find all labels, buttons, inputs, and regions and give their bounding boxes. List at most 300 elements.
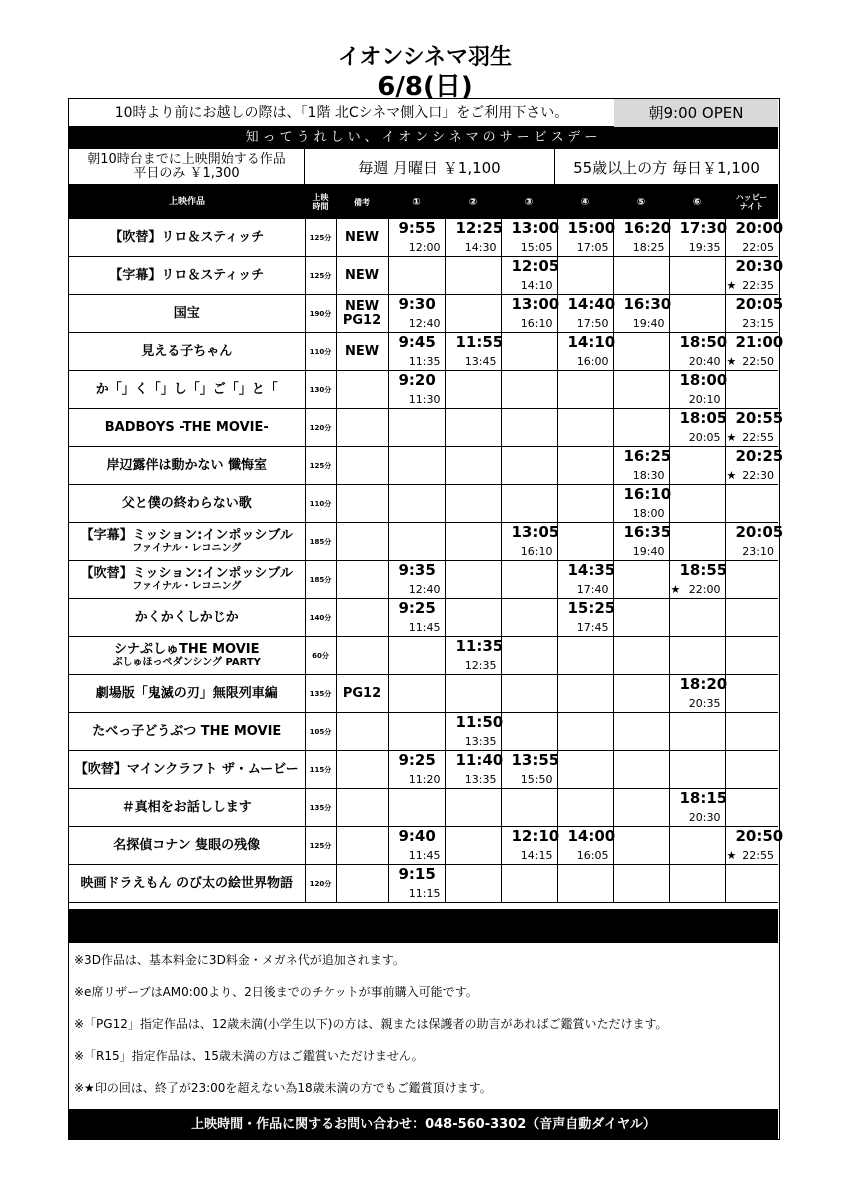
- movie-title-cell: [69, 561, 305, 599]
- showtime-end: 11:35: [408, 355, 441, 368]
- empty-cell: [613, 789, 669, 827]
- runtime: 125分: [309, 233, 332, 242]
- showtime-start: 11:40: [455, 751, 504, 769]
- entrance-notice: [69, 99, 778, 127]
- empty-cell: [388, 409, 445, 447]
- showtime-end: 15:05: [520, 241, 553, 254]
- movie-title: BADBOYS -THE MOVIE-: [104, 420, 269, 435]
- empty-cell: [725, 371, 778, 409]
- empty-cell: [557, 485, 613, 523]
- empty-cell: [501, 599, 557, 637]
- runtime-cell: [305, 219, 336, 257]
- header-happy-1: ハッピー: [735, 193, 768, 202]
- remark-cell: [336, 447, 388, 485]
- header-screen-4: ④: [580, 196, 590, 208]
- movie-title-cell: [69, 371, 305, 409]
- empty-cell: [557, 257, 613, 295]
- showtime-cell[interactable]: [445, 219, 504, 257]
- showtime-start: 9:40: [398, 827, 436, 845]
- movie-title: 父と僕の終わらない歌: [121, 496, 252, 511]
- movie-row: [69, 713, 778, 751]
- showtime-cell[interactable]: [388, 295, 445, 333]
- movie-title: ＃真相をお話しします: [121, 800, 252, 815]
- showtime-start: 16:10: [623, 485, 672, 503]
- movie-title: 名探偵コナン 隻眼の残像: [113, 838, 261, 853]
- showtime-end: 22:00: [688, 583, 721, 596]
- empty-cell: [501, 447, 557, 485]
- showtime-cell[interactable]: [613, 447, 672, 485]
- movie-row: [69, 637, 778, 675]
- runtime: 190分: [309, 309, 332, 318]
- showtime-cell[interactable]: [669, 789, 728, 827]
- movie-row: [69, 257, 778, 295]
- movie-row: [69, 447, 778, 485]
- showtime-end: 14:10: [520, 279, 553, 292]
- movie-title-cell: [69, 789, 305, 827]
- showtime-end: 17:05: [576, 241, 609, 254]
- showtime-cell[interactable]: [388, 219, 445, 257]
- empty-cell: [445, 409, 501, 447]
- showtime-start: 13:00: [511, 219, 560, 237]
- showtime-cell[interactable]: [669, 371, 728, 409]
- movie-title-cell: [69, 295, 305, 333]
- showtime-start: 16:35: [623, 523, 672, 541]
- remark-label: PG12: [342, 312, 382, 328]
- showtime-start: 18:55: [679, 561, 728, 579]
- movie-title-cell: [69, 751, 305, 789]
- showtime-start: 9:30: [398, 295, 436, 313]
- open-time-badge: 朝9:00 OPEN: [614, 99, 778, 127]
- showtime-end: 16:05: [576, 849, 609, 862]
- movie-title-cell: [69, 675, 305, 713]
- showtime-cell[interactable]: [613, 219, 672, 257]
- note-line: ※3D作品は、基本料金に3D料金・メガネ代が追加されます。: [74, 953, 405, 967]
- header-length-1: 上映: [312, 193, 329, 202]
- runtime: 125分: [309, 271, 332, 280]
- empty-cell: [725, 865, 778, 903]
- cinema-name: イオンシネマ羽生: [337, 45, 513, 70]
- movie-title-cell: [69, 219, 305, 257]
- empty-cell: [501, 637, 557, 675]
- runtime-cell: [305, 827, 336, 865]
- showtime-cell[interactable]: [388, 561, 445, 599]
- movie-title-cell: [69, 865, 305, 903]
- runtime-cell: [305, 485, 336, 523]
- runtime-cell: [305, 523, 336, 561]
- empty-cell: [613, 409, 669, 447]
- showtime-end: 11:45: [408, 849, 441, 862]
- empty-cell: [669, 447, 725, 485]
- showtime-start: 9:25: [398, 599, 436, 617]
- empty-cell: [725, 561, 778, 599]
- runtime: 135分: [309, 803, 332, 812]
- showtime-cell[interactable]: [557, 599, 616, 637]
- runtime: 125分: [309, 461, 332, 470]
- showtime-cell[interactable]: [557, 295, 616, 333]
- showtime-start: 20:05: [735, 295, 784, 313]
- runtime-cell: [305, 561, 336, 599]
- price-row: [69, 149, 778, 185]
- showtime-cell[interactable]: [725, 447, 784, 485]
- showtime-end: 19:40: [632, 317, 665, 330]
- showtime-cell[interactable]: [388, 827, 445, 865]
- morning-price-line1: 朝10時台までに上映開始する作品: [87, 152, 286, 167]
- movie-title: 劇場版「鬼滅の刃」無限列車編: [95, 686, 278, 701]
- showtime-start: 20:05: [735, 523, 784, 541]
- movie-subtitle: ファイナル・レコニング: [132, 581, 242, 592]
- showtime-cell[interactable]: [669, 675, 728, 713]
- morning-price-line2: 平日のみ ￥1,300: [133, 166, 240, 181]
- empty-cell: [557, 409, 613, 447]
- movie-title-cell: [69, 827, 305, 865]
- empty-cell: [501, 333, 557, 371]
- showtime-start: 12:25: [455, 219, 504, 237]
- showtime-cell[interactable]: [613, 295, 672, 333]
- showtime-start: 18:50: [679, 333, 728, 351]
- monday-price: 毎週 月曜日 ￥1,100: [305, 149, 555, 185]
- showtime-start: 20:50: [735, 827, 784, 845]
- showtime-cell[interactable]: [725, 219, 784, 257]
- showtime-start: 17:30: [679, 219, 728, 237]
- empty-cell: [445, 827, 501, 865]
- empty-cell: [501, 713, 557, 751]
- showtime-cell[interactable]: [388, 333, 445, 371]
- note-line: ※「R15」指定作品は、15歳未満の方はご鑑賞いただけません。: [74, 1049, 424, 1063]
- empty-cell: [501, 409, 557, 447]
- header-screen-6: ⑥: [692, 196, 702, 208]
- movie-row: [69, 333, 778, 371]
- showtime-start: 16:30: [623, 295, 672, 313]
- empty-cell: [725, 675, 778, 713]
- empty-cell: [388, 789, 445, 827]
- runtime-cell: [305, 371, 336, 409]
- empty-cell: [557, 751, 613, 789]
- empty-cell: [557, 637, 613, 675]
- showtime-cell[interactable]: [725, 257, 784, 295]
- showtime-start: 20:30: [735, 257, 784, 275]
- empty-cell: [445, 789, 501, 827]
- empty-cell: [613, 333, 669, 371]
- runtime: 185分: [309, 537, 332, 546]
- note-line: ※「PG12」指定作品は、12歳未満(小学生以下)の方は、親または保護者の助言があればご鑑賞いただけます。: [74, 1017, 668, 1031]
- movie-row: [69, 523, 778, 561]
- showtime-cell[interactable]: [557, 827, 616, 865]
- movie-title: かくかくしかじか: [134, 610, 239, 625]
- remark-cell: [336, 637, 388, 675]
- showtime-cell[interactable]: [501, 257, 560, 295]
- showtime-end: 18:25: [632, 241, 665, 254]
- showtime-end: 19:35: [688, 241, 721, 254]
- empty-cell: [501, 561, 557, 599]
- remark-cell: [336, 333, 388, 371]
- runtime-cell: [305, 713, 336, 751]
- showtime-end: 12:35: [464, 659, 497, 672]
- movie-title: シナぷしゅTHE MOVIE: [113, 642, 260, 657]
- empty-cell: [725, 789, 778, 827]
- empty-cell: [445, 295, 501, 333]
- inquiry-footer: 上映時間・作品に関するお問い合わせ：048-560-3302（音声自動ダイヤル）: [69, 1109, 778, 1140]
- showtime-cell[interactable]: [669, 219, 728, 257]
- movie-title: か「」く「」し「」ご「」と「: [95, 382, 278, 397]
- remark-cell: [336, 371, 388, 409]
- empty-cell: [613, 827, 669, 865]
- showtime-cell[interactable]: [613, 485, 672, 523]
- empty-cell: [669, 523, 725, 561]
- remark-label: NEW: [344, 267, 380, 283]
- empty-cell: [613, 257, 669, 295]
- movie-title-cell: [69, 257, 305, 295]
- remark-cell: [336, 561, 388, 599]
- showtime-start: 9:25: [398, 751, 436, 769]
- empty-cell: [669, 485, 725, 523]
- empty-cell: [445, 257, 501, 295]
- showtime-end: 17:50: [576, 317, 609, 330]
- empty-cell: [613, 637, 669, 675]
- empty-cell: [557, 713, 613, 751]
- empty-cell: [557, 789, 613, 827]
- schedule-table: [69, 219, 784, 903]
- movie-title: 【吹替】ミッション:インポッシブル: [80, 566, 293, 581]
- empty-cell: [557, 371, 613, 409]
- showtime-end: 11:20: [408, 773, 441, 786]
- empty-cell: [613, 675, 669, 713]
- runtime: 110分: [309, 499, 332, 508]
- showtime-cell[interactable]: [445, 713, 504, 751]
- runtime: 140分: [309, 613, 332, 622]
- showtime-end: 22:05: [742, 241, 774, 254]
- showtime-end: 20:30: [688, 811, 721, 824]
- remark-cell: [336, 751, 388, 789]
- showtime-start: 21:00: [735, 333, 784, 351]
- showtime-start: 13:00: [511, 295, 560, 313]
- remark-label: NEW: [344, 298, 380, 314]
- empty-cell: [501, 789, 557, 827]
- runtime: 125分: [309, 841, 332, 850]
- header-note: 備考: [354, 197, 370, 207]
- empty-cell: [388, 675, 445, 713]
- star-icon: ★: [726, 849, 737, 862]
- empty-cell: [613, 865, 669, 903]
- showtime-start: 13:55: [511, 751, 560, 769]
- showtime-start: 11:35: [455, 637, 504, 655]
- star-icon: ★: [726, 469, 737, 482]
- empty-cell: [557, 675, 613, 713]
- showtime-end: 20:10: [688, 393, 721, 406]
- runtime-cell: [305, 333, 336, 371]
- header-title: 上映作品: [168, 196, 205, 207]
- empty-cell: [388, 485, 445, 523]
- runtime: 120分: [309, 423, 332, 432]
- showtime-cell[interactable]: [501, 523, 560, 561]
- movie-row: [69, 409, 778, 447]
- showtime-end: 12:40: [408, 583, 441, 596]
- header-screen-1: ①: [412, 196, 421, 208]
- showtime-start: 16:25: [623, 447, 672, 465]
- showtime-cell[interactable]: [501, 827, 560, 865]
- header-length-2: 時間: [312, 202, 329, 211]
- showtime-end: 12:00: [408, 241, 441, 254]
- showtime-cell[interactable]: [445, 751, 504, 789]
- showtime-end: 18:30: [632, 469, 665, 482]
- showtime-end: 14:30: [464, 241, 497, 254]
- remark-label: PG12: [342, 685, 382, 701]
- showtime-cell[interactable]: [725, 409, 784, 447]
- morning-price: [69, 149, 305, 185]
- runtime-cell: [305, 295, 336, 333]
- showtime-cell[interactable]: [388, 371, 445, 409]
- showtime-cell[interactable]: [725, 333, 784, 371]
- showtime-end: 14:15: [520, 849, 553, 862]
- showtime-start: 20:55: [735, 409, 784, 427]
- empty-cell: [388, 523, 445, 561]
- runtime-cell: [305, 257, 336, 295]
- note-line: ※e席リザーブはAM0:00より、2日後までのチケットが事前購入可能です。: [74, 985, 478, 999]
- empty-cell: [501, 371, 557, 409]
- empty-cell: [669, 295, 725, 333]
- empty-cell: [725, 751, 778, 789]
- star-icon: ★: [670, 583, 681, 596]
- empty-cell: [613, 751, 669, 789]
- movie-title: 【吹替】マインクラフト ザ・ムービー: [74, 762, 299, 777]
- showtime-start: 11:55: [455, 333, 504, 351]
- empty-cell: [725, 637, 778, 675]
- empty-cell: [669, 257, 725, 295]
- showtime-cell[interactable]: [613, 523, 672, 561]
- showtime-start: 15:00: [567, 219, 616, 237]
- movie-subtitle: ファイナル・レコニング: [132, 543, 242, 554]
- showtime-cell[interactable]: [669, 333, 728, 371]
- showtime-end: 15:50: [520, 773, 553, 786]
- movie-title: 【字幕】ミッション:インポッシブル: [80, 528, 293, 543]
- movie-row: [69, 865, 778, 903]
- showtime-start: 14:10: [567, 333, 616, 351]
- runtime-cell: [305, 865, 336, 903]
- empty-cell: [445, 865, 501, 903]
- star-icon: ★: [726, 279, 737, 292]
- entrance-notice-text: 10時より前にお越しの際は、「1階 北Cシネマ側入口」をご利用下さい。: [69, 99, 615, 127]
- showtime-cell[interactable]: [557, 219, 616, 257]
- header-length: [305, 185, 336, 219]
- showtime-start: 9:45: [398, 333, 436, 351]
- movie-title: 国宝: [173, 306, 200, 321]
- showtime-start: 20:25: [735, 447, 784, 465]
- empty-cell: [388, 257, 445, 295]
- remark-cell: [336, 789, 388, 827]
- runtime: 185分: [309, 575, 332, 584]
- runtime: 60分: [312, 651, 329, 660]
- empty-cell: [501, 865, 557, 903]
- empty-cell: [725, 485, 778, 523]
- showtime-cell[interactable]: [725, 827, 784, 865]
- movie-row: [69, 371, 778, 409]
- showtime-end: 22:55: [742, 431, 774, 444]
- header-happy-night: [725, 185, 778, 219]
- runtime: 110分: [309, 347, 332, 356]
- showtime-cell[interactable]: [501, 219, 560, 257]
- movie-row: [69, 751, 778, 789]
- showtime-end: 18:00: [632, 507, 665, 520]
- empty-cell: [388, 637, 445, 675]
- empty-cell: [388, 447, 445, 485]
- service-day-banner: 知ってうれしい、イオンシネマのサービスデー: [69, 127, 778, 149]
- showtime-end: 11:15: [408, 887, 441, 900]
- movie-title-cell: [69, 485, 305, 523]
- showtime-cell[interactable]: [725, 523, 784, 561]
- header-screen-2: ②: [468, 196, 478, 208]
- movie-title-cell: [69, 713, 305, 751]
- star-icon: ★: [726, 431, 737, 444]
- remark-cell: [336, 675, 388, 713]
- movie-row: [69, 827, 778, 865]
- showtime-cell[interactable]: [725, 295, 784, 333]
- showtime-start: 11:50: [455, 713, 504, 731]
- empty-cell: [669, 637, 725, 675]
- showtime-end: 22:35: [742, 279, 774, 292]
- movie-row: [69, 219, 778, 257]
- spacer-bar: [69, 909, 778, 943]
- showtime-end: 19:40: [632, 545, 665, 558]
- remark-cell: [336, 599, 388, 637]
- showtime-end: 22:30: [742, 469, 774, 482]
- movie-title: 【吹替】リロ＆スティッチ: [109, 230, 265, 245]
- showtime-cell[interactable]: [557, 561, 616, 599]
- showtime-cell[interactable]: [388, 599, 445, 637]
- remark-cell: [336, 409, 388, 447]
- showtime-end: 17:40: [576, 583, 609, 596]
- showtime-cell[interactable]: [669, 561, 728, 599]
- showtime-start: 18:00: [679, 371, 728, 389]
- showtime-start: 9:15: [398, 865, 436, 883]
- empty-cell: [613, 561, 669, 599]
- showtime-end: 13:35: [464, 735, 497, 748]
- showtime-cell[interactable]: [388, 865, 445, 903]
- remark-cell: [336, 713, 388, 751]
- movie-title: 映画ドラえもん のび太の絵世界物語: [80, 876, 294, 891]
- showtime-cell[interactable]: [388, 751, 445, 789]
- movie-title: 見える子ちゃん: [141, 344, 233, 359]
- showtime-end: 11:30: [408, 393, 441, 406]
- showtime-end: 22:55: [742, 849, 774, 862]
- showtime-start: 14:40: [567, 295, 616, 313]
- showtime-end: 12:40: [408, 317, 441, 330]
- showtime-cell[interactable]: [445, 333, 504, 371]
- remark-cell: [336, 219, 388, 257]
- note-line: ※★印の回は、終了が23:00を超えない為18歳未満の方でもご鑑賞頂けます。: [74, 1081, 492, 1095]
- runtime-cell: [305, 409, 336, 447]
- movie-row: [69, 675, 778, 713]
- showtime-start: 12:05: [511, 257, 560, 275]
- showtime-start: 18:20: [679, 675, 728, 693]
- remark-cell: [336, 523, 388, 561]
- showtime-cell[interactable]: [557, 333, 616, 371]
- showtime-cell[interactable]: [445, 637, 504, 675]
- showtime-cell[interactable]: [501, 751, 560, 789]
- remark-cell: [336, 295, 388, 333]
- showtime-end: 13:35: [464, 773, 497, 786]
- movie-row: [69, 295, 778, 333]
- showtime-end: 16:00: [576, 355, 609, 368]
- showtime-cell[interactable]: [669, 409, 728, 447]
- runtime: 105分: [309, 727, 332, 736]
- empty-cell: [501, 675, 557, 713]
- empty-cell: [557, 447, 613, 485]
- movie-title-cell: [69, 599, 305, 637]
- showtime-start: 15:25: [567, 599, 616, 617]
- empty-cell: [445, 485, 501, 523]
- runtime: 120分: [309, 879, 332, 888]
- movie-title-cell: [69, 447, 305, 485]
- showtime-cell[interactable]: [501, 295, 560, 333]
